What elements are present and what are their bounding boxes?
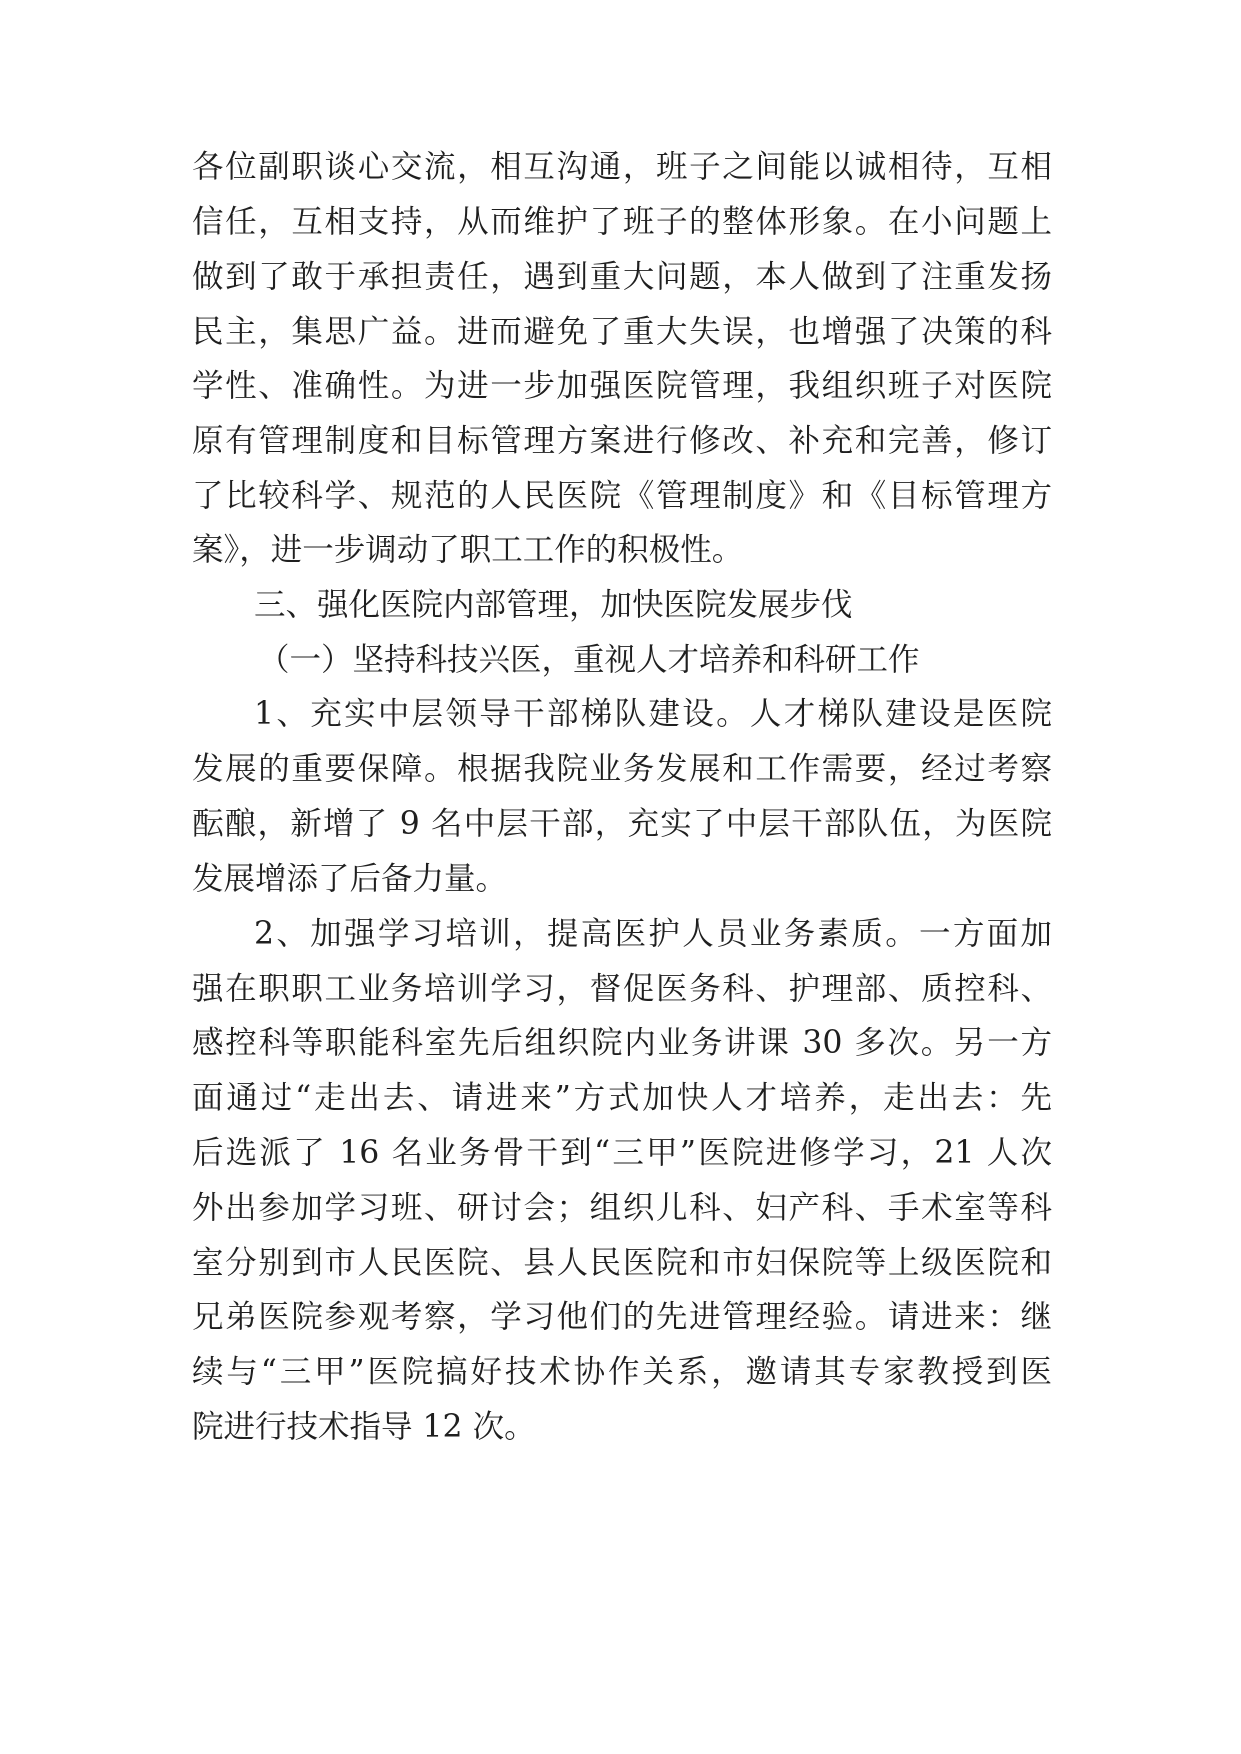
- subsection-heading: （一）坚持科技兴医，重视人才培养和科研工作: [258, 642, 920, 678]
- paragraph-line: 感控科等职能科室先后组织院内业务讲课 30 多次。另一方: [192, 1025, 1052, 1061]
- paragraph-line: 1、充实中层领导干部梯队建设。人才梯队建设是医院: [254, 696, 1052, 732]
- paragraph-line: 案》，进一步调动了职工工作的积极性。: [192, 532, 744, 568]
- paragraph-line: 发展的重要保障。根据我院业务发展和工作需要，经过考察: [192, 751, 1052, 787]
- paragraph-line: 2、加强学习培训，提高医护人员业务素质。一方面加: [254, 916, 1052, 952]
- paragraph-line: 信任，互相支持，从而维护了班子的整体形象。在小问题上: [192, 204, 1052, 240]
- paragraph-line: 强在职职工业务培训学习，督促医务科、护理部、质控科、: [192, 971, 1052, 1007]
- paragraph-line: 了比较科学、规范的人民医院《管理制度》和《目标管理方: [192, 478, 1052, 514]
- paragraph-line: 外出参加学习班、研讨会；组织儿科、妇产科、手术室等科: [192, 1190, 1052, 1226]
- paragraph-line: 酝酿，新增了 9 名中层干部，充实了中层干部队伍，为医院: [192, 806, 1052, 842]
- paragraph-line: 后选派了 16 名业务骨干到“三甲”医院进修学习，21 人次: [192, 1135, 1052, 1171]
- paragraph-line: 面通过“走出去、请进来”方式加快人才培养，走出去：先: [192, 1080, 1052, 1116]
- paragraph-line: 续与“三甲”医院搞好技术协作关系，邀请其专家教授到医: [192, 1354, 1052, 1390]
- paragraph-line: 发展增添了后备力量。: [192, 861, 508, 897]
- paragraph-line: 兄弟医院参观考察，学习他们的先进管理经验。请进来：继: [192, 1299, 1052, 1335]
- paragraph-line: 民主，集思广益。进而避免了重大失误，也增强了决策的科: [192, 314, 1052, 350]
- paragraph-line: 室分别到市人民医院、县人民医院和市妇保院等上级医院和: [192, 1245, 1052, 1281]
- section-heading: 三、强化医院内部管理，加快医院发展步伐: [254, 587, 853, 623]
- paragraph-line: 做到了敢于承担责任，遇到重大问题，本人做到了注重发扬: [192, 259, 1052, 295]
- paragraph-line: 学性、准确性。为进一步加强医院管理，我组织班子对医院: [192, 368, 1052, 404]
- paragraph-line: 各位副职谈心交流，相互沟通，班子之间能以诚相待，互相: [192, 149, 1052, 185]
- paragraph-line: 院进行技术指导 12 次。: [192, 1409, 536, 1445]
- paragraph-line: 原有管理制度和目标管理方案进行修改、补充和完善，修订: [192, 423, 1052, 459]
